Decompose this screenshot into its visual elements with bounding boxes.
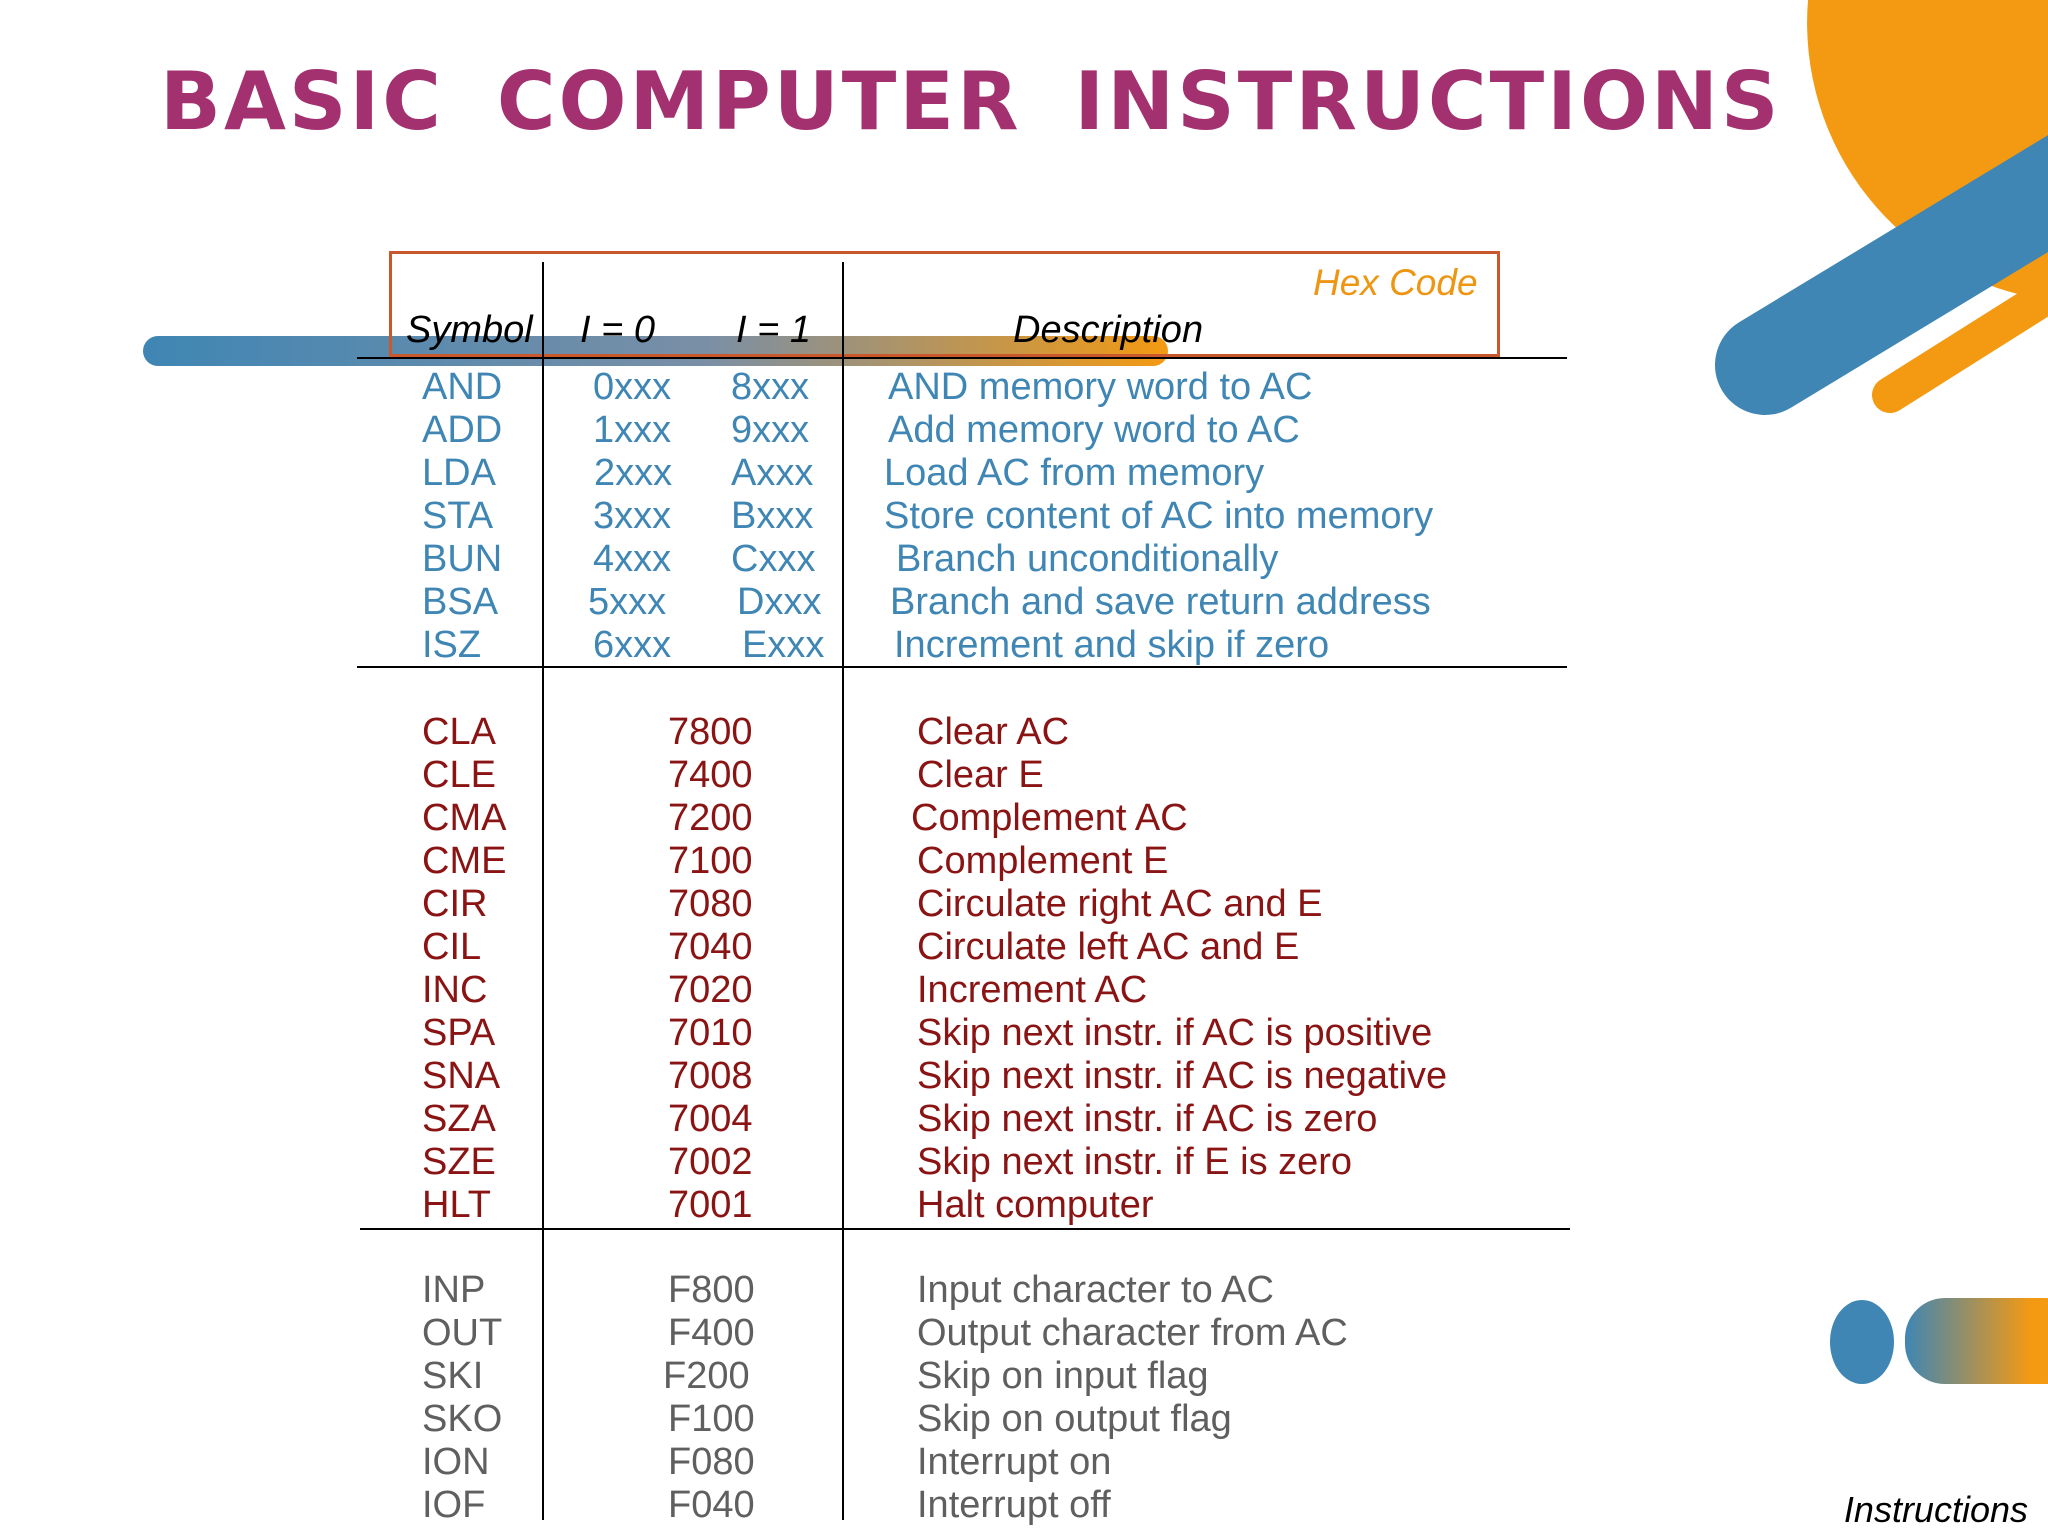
table-cell: Load AC from memory [884, 452, 1265, 494]
table-cell: CIR [422, 883, 488, 925]
table-cell: AND memory word to AC [888, 366, 1313, 408]
table-cell: Store content of AC into memory [884, 495, 1434, 537]
table-cell: OUT [422, 1312, 503, 1354]
table-cell: Skip next instr. if AC is positive [917, 1012, 1433, 1054]
divider [357, 666, 1567, 668]
gradient-pill-shape [1905, 1298, 2048, 1384]
table-cell: 7001 [668, 1184, 753, 1226]
table-cell: Interrupt off [917, 1484, 1111, 1526]
table-cell: Output character from AC [917, 1312, 1348, 1354]
table-cell: SZA [422, 1098, 496, 1140]
table-cell: F040 [668, 1484, 755, 1526]
table-cell: Branch unconditionally [896, 538, 1279, 580]
table-cell: CLA [422, 711, 496, 753]
table-cell: IOF [422, 1484, 486, 1526]
table-cell: F400 [668, 1312, 755, 1354]
table-cell: ADD [422, 409, 503, 451]
table-cell: Skip next instr. if AC is negative [917, 1055, 1448, 1097]
footer-label: Instructions [1843, 1489, 2028, 1530]
table-cell: LDA [422, 452, 496, 494]
table-cell: 7100 [668, 840, 753, 882]
table-cell: 7020 [668, 969, 753, 1011]
divider [357, 357, 1567, 359]
table-cell: Input character to AC [917, 1269, 1274, 1311]
table-cell: 4xxx [593, 538, 672, 580]
table-cell: BSA [422, 581, 499, 623]
hex-code-label: Hex Code [1313, 262, 1478, 303]
table-cell: CME [422, 840, 507, 882]
table-cell: Cxxx [731, 538, 816, 580]
table-cell: Bxxx [731, 495, 814, 537]
table-cell: 9xxx [731, 409, 810, 451]
header-description: Description [1013, 309, 1204, 351]
table-cell: 6xxx [593, 624, 672, 666]
table-cell: 2xxx [594, 452, 673, 494]
table-cell: Skip on input flag [917, 1355, 1209, 1397]
table-cell: Complement E [917, 840, 1169, 882]
table-cell: Add memory word to AC [888, 409, 1300, 451]
table-cell: SKI [422, 1355, 484, 1397]
table-cell: Interrupt on [917, 1441, 1112, 1483]
table-cell: Skip next instr. if E is zero [917, 1141, 1353, 1183]
table-cell: 7040 [668, 926, 753, 968]
table-cell: Axxx [731, 452, 814, 494]
page-title: BASIC COMPUTER INSTRUCTIONS [160, 55, 1782, 148]
table-cell: F800 [668, 1269, 755, 1311]
table-cell: INP [422, 1269, 486, 1311]
table-cell: F080 [668, 1441, 755, 1483]
table-cell: SZE [422, 1141, 496, 1183]
table-cell: 7400 [668, 754, 753, 796]
column-divider [542, 262, 544, 1520]
table-cell: CLE [422, 754, 496, 796]
table-cell: INC [422, 969, 488, 1011]
table-cell: Increment and skip if zero [894, 624, 1330, 666]
table-cell: CIL [422, 926, 482, 968]
header-i0: I = 0 [580, 309, 655, 351]
table-cell: Branch and save return address [890, 581, 1431, 623]
table-cell: HLT [422, 1184, 491, 1226]
table-cell: 1xxx [593, 409, 672, 451]
table-cell: 7080 [668, 883, 753, 925]
table-cell: 5xxx [588, 581, 667, 623]
table-cell: ION [422, 1441, 490, 1483]
table-cell: Clear E [917, 754, 1044, 796]
table-cell: Circulate right AC and E [917, 883, 1323, 925]
table-cell: 7200 [668, 797, 753, 839]
table-cell: CMA [422, 797, 507, 839]
header-symbol: Symbol [406, 309, 533, 351]
table-cell: F100 [668, 1398, 755, 1440]
table-cell: 7800 [668, 711, 753, 753]
table-cell: Skip on output flag [917, 1398, 1232, 1440]
table-cell: Clear AC [917, 711, 1070, 753]
table-cell: AND [422, 366, 503, 408]
table-cell: Halt computer [917, 1184, 1154, 1226]
blue-dot-shape [1830, 1300, 1894, 1384]
table-cell: F200 [663, 1355, 750, 1397]
table-cell: Increment AC [917, 969, 1148, 1011]
table-cell: Skip next instr. if AC is zero [917, 1098, 1378, 1140]
table-cell: SNA [422, 1055, 501, 1097]
table-cell: 0xxx [593, 366, 672, 408]
table-cell: BUN [422, 538, 503, 580]
table-cell: 8xxx [731, 366, 810, 408]
table-cell: Dxxx [737, 581, 822, 623]
table-cell: ISZ [422, 624, 482, 666]
table-cell: 7002 [668, 1141, 753, 1183]
table-cell: STA [422, 495, 494, 537]
table-cell: 7010 [668, 1012, 753, 1054]
column-divider [842, 262, 844, 1520]
table-cell: 7004 [668, 1098, 753, 1140]
header-i1: I = 1 [736, 309, 811, 351]
table-cell: SPA [422, 1012, 496, 1054]
table-cell: Circulate left AC and E [917, 926, 1300, 968]
table-cell: Exxx [742, 624, 825, 666]
table-cell: 3xxx [593, 495, 672, 537]
table-cell: Complement AC [911, 797, 1188, 839]
table-cell: 7008 [668, 1055, 753, 1097]
table-cell: SKO [422, 1398, 503, 1440]
